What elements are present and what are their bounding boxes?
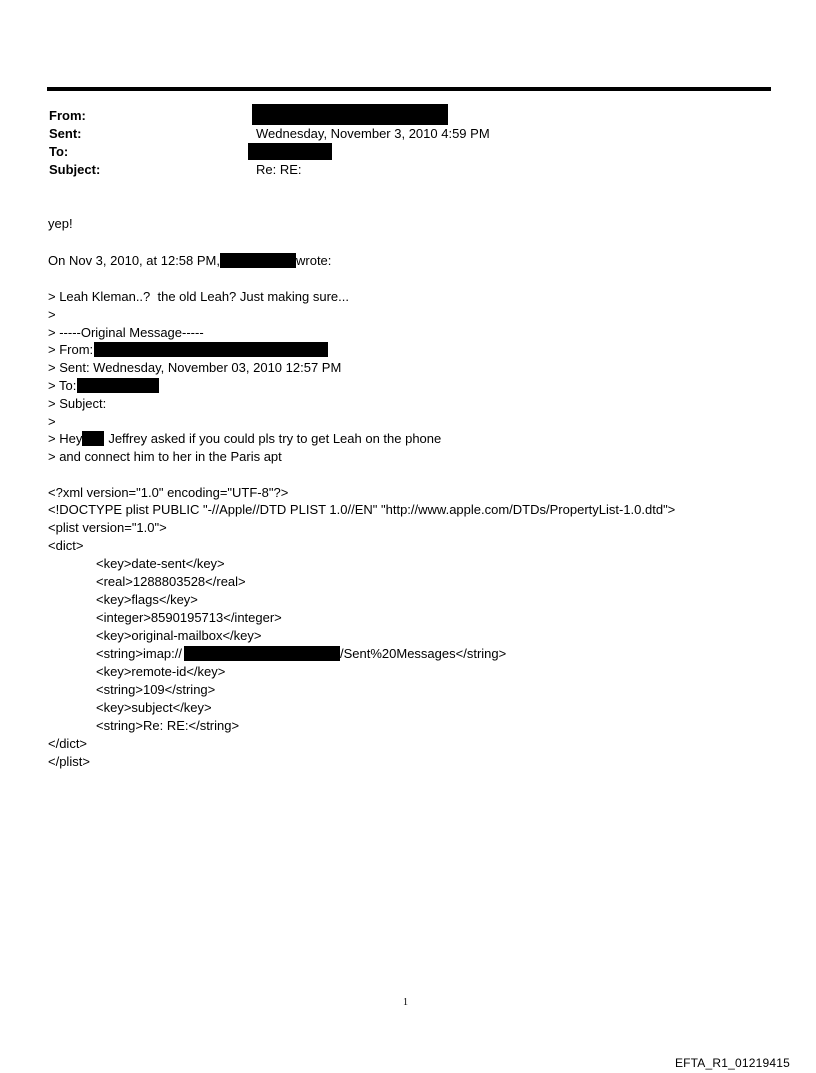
quoted-line: > Sent: Wednesday, November 03, 2010 12:57 PM xyxy=(48,360,342,375)
quoted-to-line xyxy=(48,378,159,394)
plist-close: </plist> xyxy=(48,754,90,769)
quoted-from-redaction xyxy=(94,342,328,357)
sent-value: Wednesday, November 3, 2010 4:59 PM xyxy=(256,126,490,141)
plist-entry: <key>date-sent</key> xyxy=(96,556,225,571)
plist-imap-suffix: /Sent%20Messages</string> xyxy=(340,646,507,661)
dict-close: </dict> xyxy=(48,736,88,751)
subject-value: Re: RE: xyxy=(256,162,302,177)
attribution-prefix: On Nov 3, 2010, at 12:58 PM, xyxy=(48,253,220,268)
from-redaction xyxy=(252,104,448,125)
quoted-to-redaction xyxy=(77,378,159,393)
plist-imap-prefix: <string>imap:// xyxy=(96,646,182,661)
plist-imap-line xyxy=(96,646,506,662)
quoted-hey-text: Jeffrey asked if you could pls try to get Leah on the phone xyxy=(108,431,442,446)
quoted-line: > and connect him to her in the Paris apt xyxy=(48,449,282,464)
plist-imap-redaction xyxy=(184,646,340,661)
quoted-from-label: > From: xyxy=(48,342,94,357)
plist-xml-decl: <?xml version="1.0" encoding="UTF-8"?> xyxy=(48,485,289,500)
sent-label: Sent: xyxy=(49,126,82,141)
plist-entry: <integer>8590195713</integer> xyxy=(96,610,282,625)
plist-entry: <key>flags</key> xyxy=(96,592,198,607)
document-id: EFTA_R1_01219415 xyxy=(674,1056,790,1070)
plist-entry: <string>109</string> xyxy=(96,682,216,697)
quoted-line: > xyxy=(48,307,56,322)
quoted-hey-redaction xyxy=(82,431,104,446)
plist-entry: <key>remote-id</key> xyxy=(96,664,226,679)
from-label: From: xyxy=(49,108,86,123)
quoted-hey-line xyxy=(48,431,441,447)
plist-open: <plist version="1.0"> xyxy=(48,520,167,535)
plist-entry: <key>subject</key> xyxy=(96,700,212,715)
subject-label: Subject: xyxy=(49,162,101,177)
quoted-hey-label: > Hey xyxy=(48,431,83,446)
attribution-redaction xyxy=(220,253,296,268)
header-rule xyxy=(47,87,771,91)
plist-doctype: <!DOCTYPE plist PUBLIC "-//Apple//DTD PLIST 1.0//EN" "http://www.apple.com/DTDs/PropertyList-1.0.dtd"> xyxy=(48,502,676,517)
attribution-line xyxy=(48,253,331,269)
quoted-to-label: > To: xyxy=(48,378,77,393)
to-label: To: xyxy=(49,144,69,159)
quoted-line: > -----Original Message----- xyxy=(48,325,204,340)
quoted-line: > Leah Kleman..? the old Leah? Just making sure... xyxy=(48,289,349,304)
page-number: 1 xyxy=(403,997,408,1008)
plist-entry: <real>1288803528</real> xyxy=(96,574,246,589)
quoted-from-line xyxy=(48,342,328,358)
to-redaction xyxy=(248,143,332,160)
reply-text: yep! xyxy=(48,216,73,231)
dict-open: <dict> xyxy=(48,538,84,553)
quoted-line: > Subject: xyxy=(48,396,107,411)
plist-entry: <string>Re: RE:</string> xyxy=(96,718,240,733)
plist-entry: <key>original-mailbox</key> xyxy=(96,628,262,643)
attribution-suffix: wrote: xyxy=(296,253,332,268)
quoted-line: > xyxy=(48,414,56,429)
